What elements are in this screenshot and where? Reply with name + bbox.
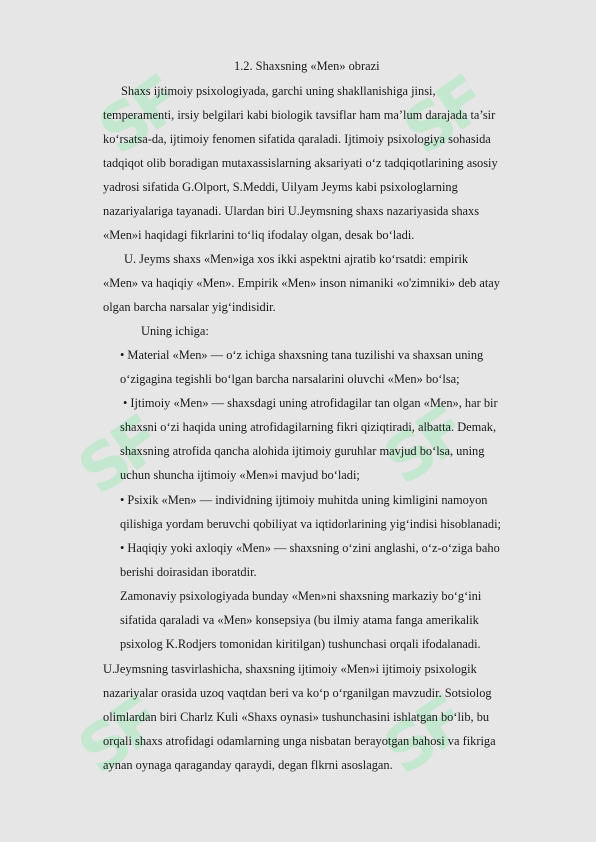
text-line: qilishiga yordam beruvchi qobiliyat va iqtidorlarining yig‘indisi hisoblanadi; — [120, 517, 501, 531]
list-item: • Ijtimoiy «Men» — shaxsdagi uning atrofidagilar tan olgan «Men», har bir — [123, 396, 498, 410]
text-line: nazariyalar orasida uzoq vaqtdan beri va ko‘p o‘rganilgan mavzudir. Sotsiolog — [103, 686, 492, 700]
list-item: • Haqiqiy yoki axloqiy «Men» — shaxsning o‘zini anglashi, o‘z-o‘ziga baho — [120, 541, 500, 555]
watermark-logo: SF — [65, 684, 172, 790]
watermark-logo: SF — [85, 64, 192, 170]
text-line: U.Jeymsning tasvirlashicha, shaxsning ijtimoiy «Men»i ijtimoiy psixologik — [103, 662, 477, 676]
text-line: ko‘rsatsa-da, ijtimoiy fenomen sifatida qaraladi. Ijtimoiy psixologiya sohasida — [103, 132, 491, 146]
text-line: yadrosi sifatida G.Olport, S.Meddi, Uilyam Jeyms kabi psixologlarning — [103, 180, 458, 194]
text-line: olimlardan biri Charlz Kuli «Shaxs oynasi» tushunchasini ishlatgan bo‘lib, bu — [103, 710, 490, 724]
text-line: shaxsning atrofida qancha alohida ijtimoiy guruhlar mavjud bo‘lsa, uning — [120, 444, 485, 458]
text-line: Uning ichiga: — [141, 324, 209, 338]
text-line: U. Jeyms shaxs «Men»iga xos ikki aspektni ajratib ko‘rsatdi: empirik — [124, 252, 469, 266]
text-line: shaxsni o‘zi haqida uning atrofidagilarning fikri qiziqtiradi, albatta. Demak, — [120, 420, 497, 434]
text-line: aynan oynaga qaraganday qaraydi, degan flkrni asoslagan. — [103, 758, 393, 772]
text-line: o‘zigagina tegishli bo‘lgan barcha narsalarini oluvchi «Men» bo‘lsa; — [120, 372, 460, 386]
watermark-logo: SF — [65, 404, 172, 510]
list-item: • Material «Men» — o‘z ichiga shaxsning tana tuzilishi va shaxsan uning — [120, 348, 484, 362]
text-line: olgan barcha narsalar yig‘indisidir. — [103, 300, 276, 314]
text-line: berishi doirasidan iboratdir. — [120, 565, 257, 579]
text-line: nazariyalariga tayanadi. Ulardan biri U.Jeymsning shaxs nazariyasida shaxs — [103, 204, 480, 218]
text-line: Shaxs ijtimoiy psixologiyada, garchi uning shakllanishiga jinsi, — [121, 84, 436, 98]
text-line: psixolog K.Rodjers tomonidan kiritilgan) tushunchasi orqali ifodalanadi. — [120, 637, 481, 651]
list-item: • Psixik «Men» — individning ijtimoiy muhitda uning kimligini namoyon — [120, 493, 488, 507]
text-line: «Men»i haqidagi fikrlarini to‘liq ifodalay olgan, desak bo‘ladi. — [103, 228, 415, 242]
watermark-logo: SF — [370, 684, 477, 790]
text-line: temperamenti, irsiy belgilari kabi biologik tavsiflar ham ma’lum darajada ta’sir — [103, 108, 496, 122]
watermark-logo: SF — [370, 394, 477, 500]
text-line: sifatida qaraladi va «Men» konsepsiya (bu ilmiy atama fanga amerikalik — [120, 613, 479, 627]
text-line: uchun shuncha ijtimoiy «Men»i mavjud bo‘ladi; — [120, 468, 360, 482]
section-heading: 1.2. Shaxsning «Men» obrazi — [234, 59, 380, 73]
text-line: tadqiqot olib boradigan mutaxassislarning aksariyati o‘z tadqiqotlarining asosiy — [103, 156, 498, 170]
watermark-logo: SF — [390, 64, 497, 170]
text-line: Zamonaviy psixologiyada bunday «Men»ni shaxsning markaziy bo‘g‘ini — [120, 589, 482, 603]
text-line: orqali shaxs atrofidagi odamlarning unga nisbatan berayotgan bahosi va fikriga — [103, 734, 496, 748]
text-line: «Men» va haqiqiy «Men». Empirik «Men» inson nimaniki «o'zimniki» deb atay — [103, 276, 500, 290]
